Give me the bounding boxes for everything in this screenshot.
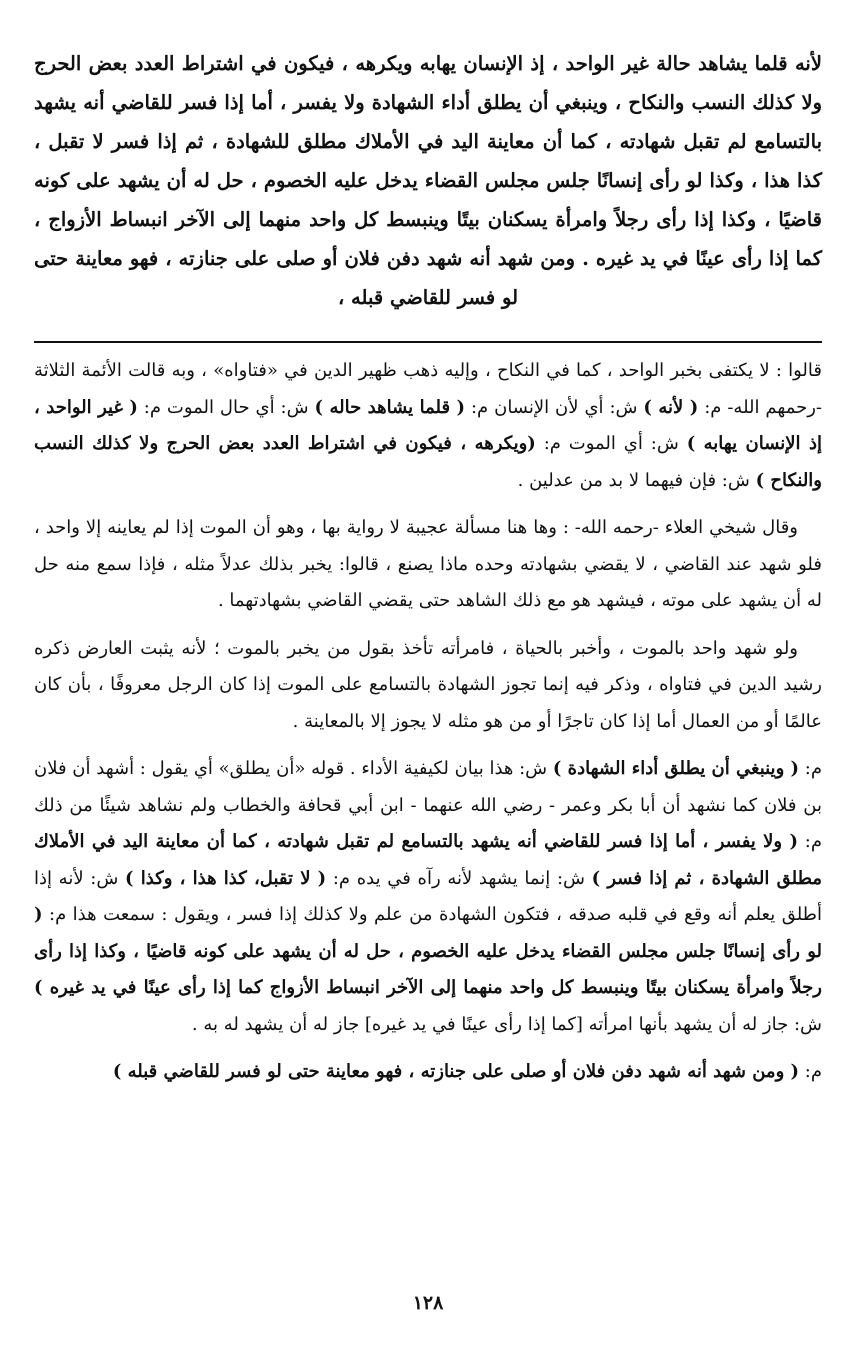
commentary-paragraph-4 [34, 751, 822, 1043]
commentary-paragraph-1 [34, 353, 822, 499]
quoted-matn: ( ولا يفسر ، أما إذا فسر للقاضي أنه يشهد بالتسامع لم تقبل شهادته ، كما أن معاينة اليد في الأملاك مطلق الشهادة ، ثم إذا فسر ) [34, 831, 822, 889]
quoted-matn: ( قلما يشاهد حاله ) [314, 396, 466, 418]
commentary-text: ش: أي الموت م: [535, 433, 687, 454]
commentary-text: ش: لأنه إذا أطلق يعلم أنه وقع في قلبه صدقه ، فتكون الشهادة من علم ولا كذلك إذا فسر ، ويقول : سمعت هذا م: [34, 867, 822, 925]
commentary-paragraph-3: ولو شهد واحد بالموت ، وأخبر بالحياة ، فامرأته تأخذ بقول من يخبر بالموت ؛ لأنه يثبت العارض ذكره رشيد الدين في فتاواه ، وذكر فيه إنما تجوز الشهادة بالتسامع على الموت إذا كان الرجل معروفًا ، بأن كان عالمًا أو من العمال أما إذا كان تاجرًا أو من هو مثله لا يجوز إلا بالمعاينة . [34, 637, 822, 732]
quoted-matn: ( غير الواحد ، إذ الإنسان يهابه ) [34, 396, 822, 454]
commentary-text: قالوا : لا يكتفى بخبر الواحد ، كما في النكاح ، وإليه ذهب ظهير الدين في «فتاواه» ، وبه قالت الأئمة الثلاثة -رحمهم الله- م: [34, 360, 823, 418]
commentary-section [34, 353, 822, 1091]
commentary-text: ش: جاز له أن يشهد بأنها امرأته [كما إذا رأى عينًا في يد غيره] جاز له أن يشهد له به . [191, 1013, 822, 1035]
commentary-paragraph-5 [34, 1054, 822, 1091]
quoted-matn: ( ومن شهد أنه شهد دفن فلان أو صلى على جنازته ، فهو معاينة حتى لو فسر للقاضي قبله ) [112, 1061, 800, 1082]
commentary-text: ش: هذا بيان لكيفية الأداء . قوله «أن يطلق» أي يقول : أشهد أن فلان بن فلان كما نشهد أن أبا بكر وعمر - رضي الله عنهما - ابن أبي قحافة والخطاب ولم نشاهد شيئًا من ذلك م: [34, 758, 822, 852]
matn-text: لأنه قلما يشاهد حالة غير الواحد ، إذ الإنسان يهابه ويكرهه ، فيكون في اشتراط العدد بعض الحرج ولا كذلك النسب والنكاح ، وينبغي أن يطلق أداء الشهادة ولا يفسر ، أما إذا فسر للقاضي أنه يشهد بالتسامع لم تقبل شهادته ، كما أن معاينة اليد في الأملاك مطلق للشهادة ، ثم إذا فسر لا تقبل ، كذا هذا ، وكذا لو رأى إنسانًا جلس مجلس القضاء يدخل عليه الخصوم ، حل له أن يشهد على كونه قاضيًا ، وكذا إذا رأى رجلاً وامرأة يسكنان بيتًا وينبسط كل واحد منهما إلى الآخر انبساط الأزواج ، كما إذا رأى عينًا في يد غيره . ومن شهد أنه شهد دفن فلان أو صلى على جنازته ، فهو معاينة حتى لو فسر للقاضي قبله ، [34, 52, 822, 309]
commentary-text: ش: أي لأن الإنسان م: [465, 396, 644, 418]
quoted-matn: ( لا تقبل، كذا هذا ، وكذا ) [124, 867, 327, 889]
footnote-separator-line [34, 341, 822, 343]
commentary-text: م: [799, 758, 823, 779]
commentary-text: ش: إنما يشهد لأنه رآه في يده م: [326, 867, 592, 889]
quoted-matn: ( لو رأى إنسانًا جلس مجلس القضاء يدخل عليه الخصوم ، حل له أن يشهد على كونه قاضيًا ، وكذا إذا رأى رجلاً وامرأة يسكنان بيتًا وينبسط كل واحد منهما إلى الآخر انبساط الأزواج كما إذا رأى عينًا في يد غيره ) [34, 904, 822, 998]
commentary-paragraph-2: وقال شيخي العلاء -رحمه الله- : وها هنا مسألة عجيبة لا رواية بها ، وهو أن الموت إذا لم يعاينه إلا واحد ، فلو شهد عند القاضي ، لا يقضي بشهادته وحده ماذا يصنع ، قالوا: يخبر بذلك عدلاً مثله ، فإذا سمع منه حل له أن يشهد على موته ، فيشهد هو مع ذلك الشاهد حتى يقضي القاضي بشهادتهما . [34, 517, 822, 611]
quoted-matn: ( وينبغي أن يطلق أداء الشهادة ) [552, 758, 800, 779]
quoted-matn: ( لأنه ) [643, 396, 699, 418]
page-number: ١٢٨ [412, 1292, 444, 1314]
commentary-text: ش: فإن فيهما لا بد من عدلين . [517, 469, 756, 491]
commentary-text: م: [799, 1061, 822, 1082]
quoted-matn: (ويكرهه ، فيكون في اشتراط العدد بعض الحرج ولا كذلك النسب والنكاح ) [34, 433, 822, 491]
commentary-text: ش: أي حال الموت م: [137, 396, 315, 418]
